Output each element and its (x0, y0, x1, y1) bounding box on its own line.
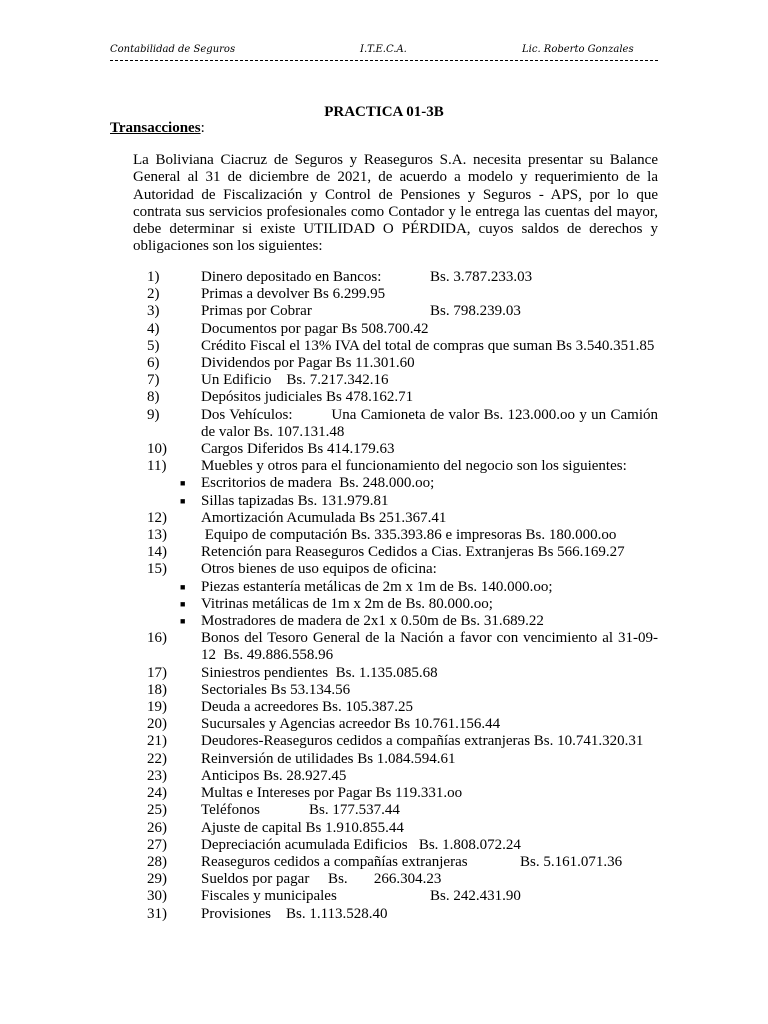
item-number: 13) (147, 527, 167, 544)
item-text: Multas e Intereses por Pagar Bs 119.331.oo (201, 785, 463, 802)
item-number: 18) (147, 681, 167, 698)
item-text: Retención para Reaseguros Cedidos a Cias. Extranjeras Bs 566.169.27 (201, 544, 625, 561)
item-text: Primas a devolver Bs 6.299.95 (201, 286, 386, 303)
item-number: 23) (147, 767, 167, 784)
item-text: Dividendos por Pagar Bs 11.301.60 (201, 355, 415, 372)
list-item (0, 544, 768, 561)
item-text (201, 303, 658, 320)
bullet-text: Sillas tapizadas Bs. 131.979.81 (201, 492, 389, 509)
item-label: Teléfonos (201, 802, 260, 819)
list-item (0, 802, 768, 819)
list-item (0, 527, 768, 544)
item-text: Ajuste de capital Bs 1.910.855.44 (201, 819, 404, 836)
item-text: Bonos del Tesoro General de la Nación a favor con vencimiento al 31-09-12 Bs. 49.886.558.96 (201, 630, 658, 664)
bullet-icon: ■ (180, 478, 186, 489)
bullet-icon: ■ (180, 598, 186, 609)
item-text: Deudores-Reaseguros cedidos a compañías extranjeras Bs. 10.741.320.31 (201, 733, 644, 750)
item-text: Muebles y otros para el funcionamiento del negocio son los siguientes: (201, 458, 627, 475)
list-item (0, 458, 768, 475)
list-item (0, 407, 768, 441)
item-amount: Bs. 3.787.233.03 (430, 269, 533, 285)
item-number: 10) (147, 441, 167, 458)
item-text: Depósitos judiciales Bs 478.162.71 (201, 389, 414, 406)
item-text: Otros bienes de uso equipos de oficina: (201, 561, 437, 578)
item-number: 30) (147, 888, 167, 905)
list-item (0, 441, 768, 458)
list-item (0, 510, 768, 527)
item-number: 5) (147, 337, 160, 354)
item-text: Reinversión de utilidades Bs 1.084.594.61 (201, 750, 456, 767)
item-text: Crédito Fiscal el 13% IVA del total de compras que suman Bs 3.540.351.85 (201, 337, 655, 354)
item-number: 15) (147, 561, 167, 578)
item-number: 29) (147, 871, 167, 888)
list-item (0, 338, 768, 355)
item-text: Documentos por pagar Bs 508.700.42 (201, 320, 429, 337)
item-text (201, 802, 658, 819)
intro-paragraph: La Boliviana Ciacruz de Seguros y Reaseguros S.A. necesita presentar su Balance General al 31 de diciembre de 2021, de acuerdo a modelo y requerimiento de la Autoridad de Fiscalización y Control de Pensiones y Seguros - APS, por lo que contrata sus servicios profesionales como Contador y le entrega las cuentas del mayor, debe determinar si existe UTILIDAD O PÉRDIDA, cuyos saldos de derechos y obligaciones son los siguientes: (133, 152, 658, 255)
item-number: 27) (147, 836, 167, 853)
item-text: Provisiones Bs. 1.113.528.40 (201, 905, 388, 922)
section-heading (110, 120, 205, 137)
header-author: Lic. Roberto Gonzales (522, 44, 634, 55)
bullet-icon: ■ (180, 495, 186, 506)
list-item (0, 733, 768, 750)
item-text: Dos Vehículos: Una Camioneta de valor Bs. 123.000.oo y un Camión de valor Bs. 107.131.48 (201, 406, 662, 440)
item-number: 25) (147, 802, 167, 819)
item-number: 22) (147, 750, 167, 767)
transaction-list (0, 269, 768, 923)
item-text: Cargos Diferidos Bs 414.179.63 (201, 441, 395, 458)
item-number: 7) (147, 372, 160, 389)
item-number: 1) (147, 269, 160, 285)
list-item (0, 785, 768, 802)
list-item (0, 286, 768, 303)
item-number: 14) (147, 544, 167, 561)
list-item (0, 355, 768, 372)
list-item (0, 630, 768, 664)
bullet-item (0, 579, 768, 596)
item-number: 24) (147, 785, 167, 802)
list-item (0, 699, 768, 716)
item-text: Amortización Acumulada Bs 251.367.41 (201, 509, 447, 526)
item-amount: Bs. 5.161.071.36 (520, 853, 623, 870)
item-text: Sucursales y Agencias acreedor Bs 10.761.156.44 (201, 716, 501, 733)
list-item (0, 871, 768, 888)
bullet-item (0, 596, 768, 613)
list-item (0, 906, 768, 923)
item-number: 8) (147, 389, 160, 406)
item-text: Siniestros pendientes Bs. 1.135.085.68 (201, 664, 438, 681)
bullet-text: Escritorios de madera Bs. 248.000.oo; (201, 475, 435, 492)
item-number: 2) (147, 286, 160, 303)
bullet-item (0, 613, 768, 630)
item-text: Sueldos por pagar Bs. 266.304.23 (201, 871, 442, 888)
section-colon: : (200, 120, 205, 136)
item-label: Reaseguros cedidos a compañías extranjeras (201, 853, 468, 870)
page-title: PRACTICA 01-3B (324, 104, 444, 120)
item-number: 9) (147, 406, 160, 423)
item-number: 31) (147, 905, 167, 922)
item-amount: Bs. 177.537.44 (309, 802, 400, 819)
bullet-text: Mostradores de madera de 2x1 x 0.50m de Bs. 31.689.22 (201, 613, 544, 630)
item-number: 26) (147, 819, 167, 836)
item-text: Depreciación acumulada Edificios Bs. 1.808.072.24 (201, 836, 521, 853)
bullet-text: Piezas estantería metálicas de 2m x 1m de Bs. 140.000.oo; (201, 578, 553, 595)
section-label: Transacciones (110, 120, 201, 136)
list-item (0, 854, 768, 871)
list-item (0, 561, 768, 578)
bullet-item (0, 475, 768, 492)
item-label: Primas por Cobrar (201, 303, 312, 320)
item-number: 3) (147, 303, 160, 320)
list-item (0, 820, 768, 837)
list-item (0, 321, 768, 338)
item-text (201, 269, 658, 286)
item-amount: Bs. 242.431.90 (430, 888, 521, 905)
header-institute: I.T.E.C.A. (360, 44, 407, 55)
header-divider (110, 60, 658, 61)
list-item (0, 751, 768, 768)
bullet-item (0, 493, 768, 510)
list-item (0, 888, 768, 905)
list-item (0, 303, 768, 320)
bullet-icon: ■ (180, 616, 186, 627)
page-header (110, 44, 658, 58)
item-label: Fiscales y municipales (201, 888, 337, 905)
item-number: 4) (147, 320, 160, 337)
list-item (0, 389, 768, 406)
item-number: 17) (147, 664, 167, 681)
item-text: Deuda a acreedores Bs. 105.387.25 (201, 699, 414, 716)
item-amount: Bs. 798.239.03 (430, 303, 521, 320)
item-number: 28) (147, 853, 167, 870)
item-number: 12) (147, 509, 167, 526)
list-item (0, 269, 768, 286)
item-number: 19) (147, 699, 167, 716)
item-number: 21) (147, 733, 167, 750)
item-label: Dinero depositado en Bancos: (201, 269, 382, 285)
item-text: Equipo de computación Bs. 335.393.86 e impresoras Bs. 180.000.oo (201, 527, 617, 544)
item-text: Anticipos Bs. 28.927.45 (201, 767, 347, 784)
list-item (0, 837, 768, 854)
bullet-text: Vitrinas metálicas de 1m x 2m de Bs. 80.000.oo; (201, 595, 493, 612)
item-text: Sectoriales Bs 53.134.56 (201, 681, 351, 698)
list-item (0, 768, 768, 785)
list-item (0, 665, 768, 682)
item-number: 11) (147, 458, 167, 475)
item-text (201, 888, 658, 905)
item-number: 16) (147, 630, 167, 647)
list-item (0, 716, 768, 733)
list-item (0, 682, 768, 699)
list-item (0, 372, 768, 389)
item-number: 20) (147, 716, 167, 733)
bullet-icon: ■ (180, 581, 186, 592)
item-text (201, 854, 658, 871)
item-text: Un Edificio Bs. 7.217.342.16 (201, 372, 389, 389)
item-number: 6) (147, 355, 160, 372)
header-course: Contabilidad de Seguros (110, 44, 236, 55)
